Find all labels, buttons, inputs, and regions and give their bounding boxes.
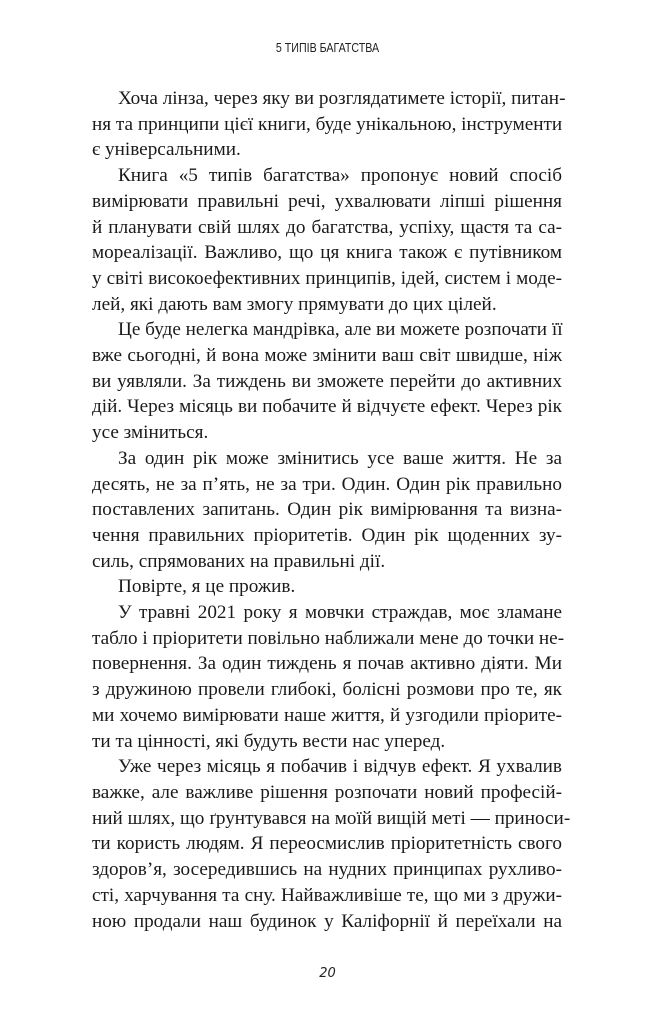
running-head: 5 ТИПІВ БАГАТСТВА	[275, 40, 380, 55]
text-line: є універсальними.	[92, 139, 241, 161]
text-line: сті, харчування та сну. Найважливіше те, що ми з дружи-	[92, 884, 562, 906]
text-line: важке, але важливе рішення розпочати новий професій-	[92, 781, 562, 803]
paragraph	[92, 317, 562, 446]
paragraph	[92, 163, 562, 317]
text-line: десять, не за п’ять, не за три. Один. Один рік правильно	[92, 473, 562, 495]
text-line: поставлених запитань. Один рік вимірювання та визна-	[92, 499, 562, 521]
text-line: ти користь людям. Я переосмислив пріоритетність свого	[92, 833, 562, 855]
text-line: у світі високоефективних принципів, ідей, систем і моде-	[92, 267, 562, 289]
text-line: здоров’я, зосередившись на нудних принципах рухливо-	[92, 859, 562, 881]
text-line: ня та принципи цієї книги, буде унікальною, інструменти	[92, 113, 563, 135]
text-line: Уже через місяць я побачив і відчув ефект. Я ухвалив	[118, 756, 562, 778]
text-line: чення правильних пріоритетів. Один рік щоденних зу-	[92, 524, 562, 546]
text-line: з дружиною провели глибокі, болісні розмови про те, як	[92, 679, 562, 701]
text-line: повернення. За один тиждень я почав активно діяти. Ми	[92, 653, 562, 675]
text-line: ною продали наш будинок у Каліфорнії й переїхали на	[92, 910, 562, 932]
text-line: лей, які дають вам змогу прямувати до цих цілей.	[92, 293, 497, 315]
text-line: вже сьогодні, й вона може змінити ваш світ швидше, ніж	[92, 345, 562, 367]
text-line: За один рік може змінитись усе ваше життя. Не за	[118, 447, 562, 469]
text-line: ти та цінності, які будуть вести нас уперед.	[92, 730, 446, 752]
text-line: мореалізації. Важливо, що ця книга також є путівником	[92, 242, 562, 264]
text-line: ми хочемо вимірювати наше життя, й узгодили пріорите-	[92, 704, 562, 726]
text-line: вимірювати правильні речі, ухвалювати ліпші рішення	[92, 190, 562, 212]
text-line: Повірте, я це прожив.	[118, 576, 296, 598]
body-text	[92, 86, 571, 934]
text-line: силь, спрямованих на правильні дії.	[92, 550, 386, 572]
text-line: Книга «5 типів багатства» пропонує новий спосіб	[118, 165, 562, 187]
text-line: ви уявляли. За тиждень ви зможете перейти до активних	[92, 370, 562, 392]
paragraph	[92, 754, 571, 934]
paragraph	[92, 600, 565, 754]
text-line: усе зміниться.	[92, 422, 209, 444]
paragraph	[92, 574, 562, 600]
text-line: ний шлях, що ґрунтувався на моїй вищій меті — приноси-	[92, 807, 571, 829]
text-line: У травні 2021 року я мовчки страждав, моє зламане	[118, 602, 562, 624]
text-line: Хоча лінза, через яку ви розглядатимете історії, питан-	[118, 88, 566, 109]
text-line: Це буде нелегка мандрівка, але ви можете розпочати її	[118, 319, 563, 341]
page-number: 20	[319, 966, 336, 981]
text-line: дій. Через місяць ви побачите й відчуєте ефект. Через рік	[92, 396, 562, 418]
text-line: табло і пріоритети повільно наближали мене до точки не-	[92, 627, 565, 649]
text-line: й планувати свій шлях до багатства, успіху, щастя та са-	[92, 216, 562, 238]
paragraph	[92, 446, 562, 575]
paragraph	[92, 86, 566, 163]
